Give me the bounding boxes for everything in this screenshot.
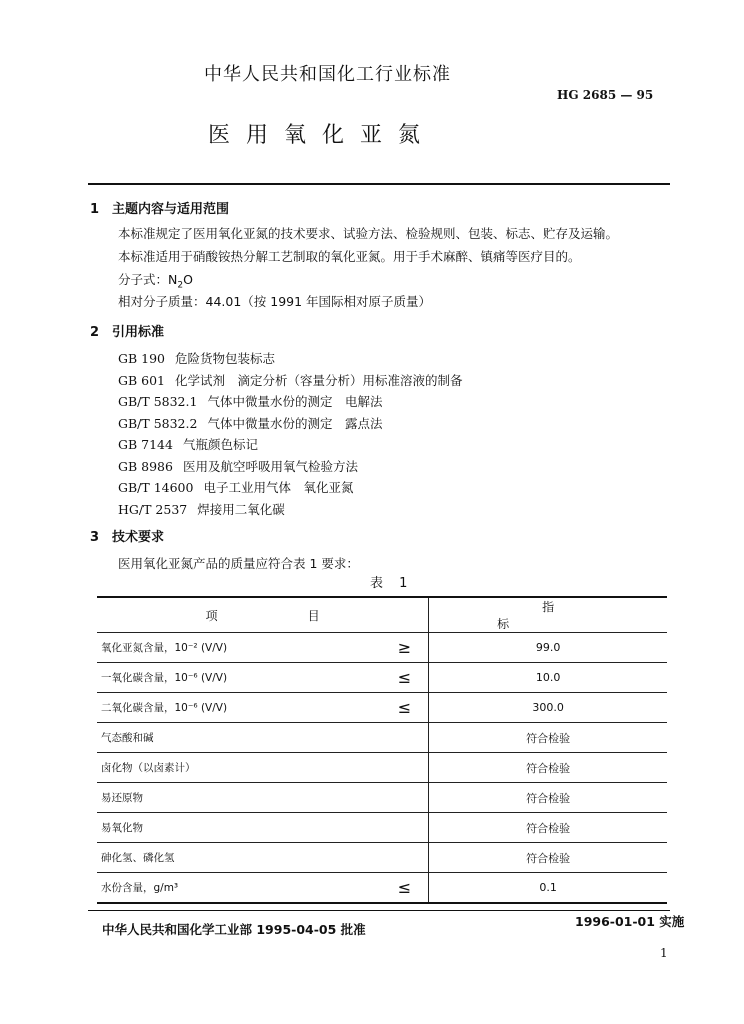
row-item-name: 水份含量，g/m³ [97, 873, 381, 903]
row-item-name: 砷化氢、磷化氢 [97, 843, 381, 873]
reference-code: GB/T 5832.2 [118, 415, 198, 431]
row-item-name: 氧化亚氮含量，10⁻² (V/V) [97, 633, 381, 663]
reference-item [118, 500, 285, 518]
row-spec-value: 10.0 [429, 663, 667, 693]
reference-item [118, 478, 353, 496]
formula-subscript: 2 [177, 280, 184, 291]
spec-table [97, 596, 667, 904]
reference-title: 焊接用二氧化碳 [197, 501, 285, 517]
footer-rule [88, 910, 670, 911]
row-operator [381, 753, 429, 783]
row-item-name: 一氧化碳含量，10⁻⁶ (V/V) [97, 663, 381, 693]
row-item-name: 二氧化碳含量，10⁻⁶ (V/V) [97, 693, 381, 723]
row-spec-value: 99.0 [429, 633, 667, 663]
reference-title: 化学试剂 滴定分析（容量分析）用标准溶液的制备 [175, 372, 463, 388]
reference-item [118, 457, 358, 475]
reference-title: 危险货物包装标志 [175, 351, 276, 366]
row-operator: ≤ [381, 663, 429, 693]
row-item-name: 易氧化物 [97, 813, 381, 843]
row-spec-value: 符合检验 [429, 843, 667, 873]
table-row [97, 693, 667, 723]
document-title: 医用氧化亚氮 [208, 123, 437, 148]
table-row [97, 813, 667, 843]
table-row [97, 873, 667, 903]
reference-item [118, 435, 258, 453]
section-3-intro: 医用氧化亚氮产品的质量应符合表 1 要求： [118, 556, 359, 571]
formula-tail: O [183, 272, 193, 287]
table-header-spec: 指标 [429, 597, 667, 633]
header-rule [88, 183, 670, 185]
reference-code: HG/T 2537 [118, 501, 188, 517]
row-spec-value: 符合检验 [429, 723, 667, 753]
row-operator [381, 783, 429, 813]
page-number: 1 [660, 946, 668, 960]
table-row [97, 783, 667, 813]
approval-note: 中华人民共和国化学工业部 1995-04-05 批准 [102, 922, 366, 937]
reference-item [118, 392, 382, 410]
table-row [97, 723, 667, 753]
row-item-name: 卤化物（以卤素计） [97, 753, 381, 783]
row-item-name: 气态酸和碱 [97, 723, 381, 753]
row-spec-value: 符合检验 [429, 813, 667, 843]
row-spec-value: 符合检验 [429, 783, 667, 813]
row-operator [381, 813, 429, 843]
formula-main: N [168, 272, 178, 287]
table-row [97, 843, 667, 873]
row-spec-value: 300.0 [429, 693, 667, 723]
effective-date: 1996-01-01 实施 [575, 914, 685, 929]
reference-title: 气体中微量水份的测定 电解法 [207, 394, 383, 409]
formula-label: 分子式： [118, 272, 169, 287]
standard-code: HG 2685 — 95 [557, 88, 654, 102]
row-operator: ≤ [381, 693, 429, 723]
reference-code: GB/T 5832.1 [118, 394, 198, 409]
row-item-name: 易还原物 [97, 783, 381, 813]
section-1-paragraph-2: 本标准适用于硝酸铵热分解工艺制取的氧化亚氮。用于手术麻醉、镇痛等医疗目的。 [118, 249, 581, 264]
row-operator: ≥ [381, 633, 429, 663]
section-1-heading: 1 主题内容与适用范围 [90, 202, 230, 217]
reference-code: GB/T 14600 [118, 480, 194, 495]
section-3-heading: 3 技术要求 [90, 530, 165, 545]
table-header-row [97, 597, 667, 633]
section-2-heading: 2 引用标准 [90, 325, 165, 340]
molecular-formula [118, 270, 193, 291]
standard-type: 中华人民共和国化工行业标准 [204, 64, 451, 85]
row-operator [381, 843, 429, 873]
reference-item [118, 371, 463, 389]
reference-title: 医用及航空呼吸用氧气检验方法 [182, 458, 358, 474]
molecular-mass: 相对分子质量：44.01（按 1991 年国际相对原子质量） [118, 294, 432, 309]
table-row [97, 633, 667, 663]
reference-item [118, 414, 382, 432]
table-header-item: 项目 [97, 597, 429, 633]
reference-title: 气瓶颜色标记 [182, 437, 258, 452]
table-row [97, 663, 667, 693]
reference-title: 电子工业用气体 氧化亚氮 [203, 480, 354, 495]
reference-code: GB 8986 [118, 458, 173, 474]
row-operator: ≤ [381, 873, 429, 903]
table-row [97, 753, 667, 783]
reference-code: GB 601 [118, 372, 166, 388]
row-operator [381, 723, 429, 753]
reference-code: GB 7144 [118, 437, 173, 452]
table-caption: 表 1 [370, 576, 414, 591]
reference-code: GB 190 [118, 351, 166, 366]
reference-item [118, 349, 275, 367]
row-spec-value: 0.1 [429, 873, 667, 903]
row-spec-value: 符合检验 [429, 753, 667, 783]
section-1-paragraph-1: 本标准规定了医用氧化亚氮的技术要求、试验方法、检验规则、包装、标志、贮存及运输。 [118, 226, 619, 241]
reference-title: 气体中微量水份的测定 露点法 [207, 415, 383, 431]
